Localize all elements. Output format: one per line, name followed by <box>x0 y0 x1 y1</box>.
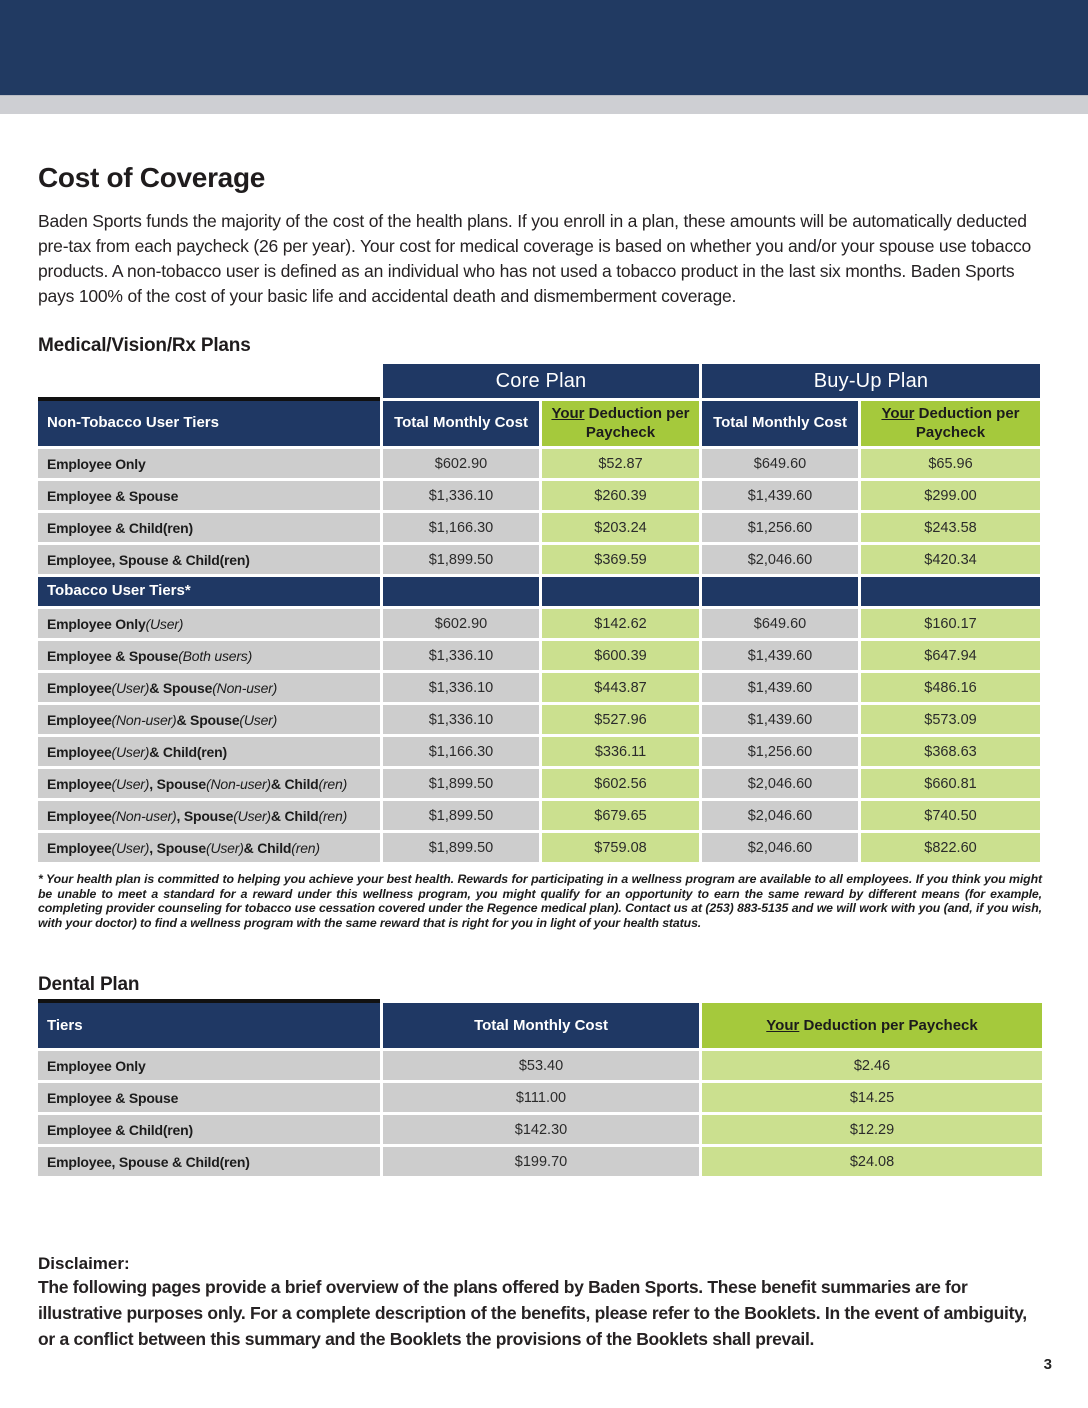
tier-label: , Spouse <box>176 807 234 824</box>
buyup-plan-header: Buy-Up Plan <box>702 364 1040 398</box>
tier-label-italic: (User) <box>145 615 184 632</box>
deduction-cell: $527.96 <box>542 705 699 734</box>
deduction-cell: $160.17 <box>861 609 1040 638</box>
deduction-cell: $336.11 <box>542 737 699 766</box>
deduction-rest-text: Deduction per Paycheck <box>914 404 1020 441</box>
total-cost-cell: $2,046.60 <box>702 833 858 862</box>
banner-stripe <box>0 95 1088 114</box>
deduction-cell: $2.46 <box>702 1051 1042 1080</box>
deduction-cell: $299.00 <box>861 481 1040 510</box>
deduction-cell: $65.96 <box>861 449 1040 478</box>
deduction-cell: $52.87 <box>542 449 699 478</box>
tier-label: & Spouse <box>149 679 213 696</box>
tobacco-section-filler <box>542 577 699 606</box>
deduction-your-underline: Your <box>881 404 915 422</box>
tier-label: Employee <box>47 743 112 760</box>
total-cost-cell: $1,336.10 <box>383 641 539 670</box>
tier-label: , Spouse <box>149 839 206 856</box>
tobacco-section-filler <box>383 577 539 606</box>
intro-paragraph: Baden Sports funds the majority of the cost of the health plans. If you enroll in a plan, these amounts will be automatically deducted pre-tax from each paycheck (26 per year). Your cost for medical coverage is based on whether you and/or your spouse use tobacco products. A non-tobacco user is defined as an individual who has not used a tobacco product in the last six months. Baden Sports pays 100% of the cost of your basic life and accidental death and dismemberment coverage. <box>38 211 1032 306</box>
total-cost-cell: $1,166.30 <box>383 737 539 766</box>
medical-table <box>38 364 1042 862</box>
tier-label-italic: (Non-user) <box>212 679 278 696</box>
tier-cell <box>38 737 380 766</box>
disclaimer-body: The following pages provide a brief overview of the plans offered by Baden Sports. These benefit summaries are for illustrative purposes only. For a complete description of the benefits, please refer to the Booklets. In the event of ambiguity, or a conflict between this summary and the Booklets the provisions of the Booklets shall prevail. <box>38 1277 1027 1350</box>
deduction-cell: $12.29 <box>702 1115 1042 1144</box>
deduction-cell: $369.59 <box>542 545 699 574</box>
tier-label-italic: (User) <box>111 839 150 856</box>
medical-table-corner <box>38 364 380 398</box>
deduction-rest-text: Deduction per Paycheck <box>799 1016 978 1034</box>
tier-label: Employee & Child(ren) <box>47 519 193 536</box>
tier-label: Employee & Child(ren) <box>47 1121 193 1138</box>
tier-cell <box>38 545 380 574</box>
dental-total-cost-header: Total Monthly Cost <box>383 1003 699 1048</box>
deduction-cell: $740.50 <box>861 801 1040 830</box>
total-cost-cell: $1,256.60 <box>702 513 858 542</box>
tier-label-italic: (User) <box>239 711 278 728</box>
total-cost-cell: $1,336.10 <box>383 481 539 510</box>
page-content <box>0 162 1088 1352</box>
deduction-cell: $420.34 <box>861 545 1040 574</box>
tier-cell <box>38 481 380 510</box>
total-cost-cell: $1,336.10 <box>383 673 539 702</box>
tier-label: Employee & Spouse <box>47 487 179 504</box>
tier-label-italic: (User) <box>111 775 150 792</box>
tier-label: Employee & Spouse <box>47 647 179 664</box>
tier-cell <box>38 641 380 670</box>
total-cost-cell: $1,336.10 <box>383 705 539 734</box>
disclaimer-heading: Disclaimer: <box>38 1254 130 1274</box>
tier-label-italic: (ren) <box>318 775 348 792</box>
tier-cell <box>38 1115 380 1144</box>
tier-label: Employee Only <box>47 615 146 632</box>
total-cost-cell: $1,439.60 <box>702 673 858 702</box>
tier-label: Employee <box>47 775 112 792</box>
total-cost-cell: $142.30 <box>383 1115 699 1144</box>
tier-label: & Child <box>270 807 319 824</box>
dental-deduction-header <box>702 1003 1042 1048</box>
dental-table <box>38 1003 1042 1176</box>
deduction-header-text <box>542 405 699 443</box>
tier-cell <box>38 673 380 702</box>
total-cost-cell: $602.90 <box>383 449 539 478</box>
deduction-cell: $573.09 <box>861 705 1040 734</box>
deduction-cell: $243.58 <box>861 513 1040 542</box>
tier-label-italic: (Non-user) <box>111 711 177 728</box>
tier-label: & Child(ren) <box>149 743 227 760</box>
disclaimer-block <box>38 1254 1042 1352</box>
tobacco-section-filler <box>861 577 1040 606</box>
total-cost-cell: $1,899.50 <box>383 833 539 862</box>
tier-label: & Child <box>270 775 319 792</box>
total-cost-cell: $1,256.60 <box>702 737 858 766</box>
tier-label: Employee <box>47 839 112 856</box>
tier-cell <box>38 801 380 830</box>
tier-cell <box>38 609 380 638</box>
tier-cell <box>38 1147 380 1176</box>
tier-label-italic: (Non-user) <box>205 775 271 792</box>
tier-label: & Spouse <box>176 711 240 728</box>
deduction-cell: $368.63 <box>861 737 1040 766</box>
deduction-cell: $822.60 <box>861 833 1040 862</box>
tier-label: Employee, Spouse & Child(ren) <box>47 551 250 568</box>
tier-cell <box>38 449 380 478</box>
total-cost-cell: $1,439.60 <box>702 641 858 670</box>
total-cost-cell: $2,046.60 <box>702 545 858 574</box>
deduction-cell: $660.81 <box>861 769 1040 798</box>
deduction-cell: $24.08 <box>702 1147 1042 1176</box>
total-cost-cell: $1,166.30 <box>383 513 539 542</box>
total-cost-cell: $1,439.60 <box>702 481 858 510</box>
total-cost-cell: $111.00 <box>383 1083 699 1112</box>
dental-section-heading: Dental Plan <box>38 974 140 996</box>
total-cost-cell: $1,899.50 <box>383 801 539 830</box>
tier-label-italic: (ren) <box>318 807 348 824</box>
deduction-header-text <box>861 405 1040 443</box>
deduction-cell: $602.56 <box>542 769 699 798</box>
tier-label-italic: (ren) <box>291 839 320 856</box>
tier-label: Employee <box>47 807 112 824</box>
medical-section-heading: Medical/Vision/Rx Plans <box>38 335 251 356</box>
deduction-cell: $759.08 <box>542 833 699 862</box>
wellness-footnote: * Your health plan is committed to helping you achieve your best health. Rewards for participating in a wellness program are available to all employees. If you think you might be unable to meet a standard for a reward under this wellness program, you might qualify for an opportunity to earn the same reward by different means (for example, completing provider counseling for tobacco use cessation covered under the Regence medical plan). Contact us at (253) 883-5135 and we will work with you (and, if you wish, with your doctor) to find a wellness program with the same reward that is right for you in light of your health status. <box>38 872 1042 930</box>
total-cost-cell: $1,899.50 <box>383 769 539 798</box>
deduction-header-text <box>766 1017 977 1036</box>
deduction-rest-text: Deduction per Paycheck <box>584 404 690 441</box>
deduction-cell: $486.16 <box>861 673 1040 702</box>
tier-label-italic: (Non-user) <box>111 807 177 824</box>
dental-tiers-header: Tiers <box>38 1003 380 1048</box>
core-total-cost-header: Total Monthly Cost <box>383 401 539 446</box>
tier-label-italic: (User) <box>111 743 150 760</box>
deduction-cell: $647.94 <box>861 641 1040 670</box>
tier-label-italic: (User) <box>205 839 244 856</box>
top-banner <box>0 0 1088 95</box>
deduction-cell: $600.39 <box>542 641 699 670</box>
core-plan-header: Core Plan <box>383 364 699 398</box>
page-number: 3 <box>1043 1356 1052 1373</box>
tier-label-italic: (User) <box>233 807 271 824</box>
tobacco-section-filler <box>702 577 858 606</box>
tier-label-italic: (User) <box>111 679 150 696</box>
tier-label: Employee, Spouse & Child(ren) <box>47 1153 250 1170</box>
tier-cell <box>38 769 380 798</box>
tier-label: Employee <box>47 711 112 728</box>
deduction-your-underline: Your <box>551 404 585 422</box>
tier-label: Employee Only <box>47 1057 146 1074</box>
total-cost-cell: $199.70 <box>383 1147 699 1176</box>
buyup-deduction-header <box>861 401 1040 446</box>
page-title: Cost of Coverage <box>38 162 266 193</box>
tier-cell <box>38 513 380 542</box>
tier-label: Employee & Spouse <box>47 1089 179 1106</box>
deduction-cell: $443.87 <box>542 673 699 702</box>
core-deduction-header <box>542 401 699 446</box>
tier-cell <box>38 1051 380 1080</box>
total-cost-cell: $2,046.60 <box>702 769 858 798</box>
total-cost-cell: $2,046.60 <box>702 801 858 830</box>
tier-label-italic: (Both users) <box>178 647 253 664</box>
tier-cell <box>38 833 380 862</box>
non-tobacco-tiers-header: Non-Tobacco User Tiers <box>38 401 380 446</box>
deduction-cell: $142.62 <box>542 609 699 638</box>
total-cost-cell: $1,899.50 <box>383 545 539 574</box>
tier-cell <box>38 705 380 734</box>
tier-cell <box>38 1083 380 1112</box>
tier-label: , Spouse <box>149 775 206 792</box>
total-cost-cell: $649.60 <box>702 449 858 478</box>
tier-label: & Child <box>243 839 292 856</box>
buyup-total-cost-header: Total Monthly Cost <box>702 401 858 446</box>
total-cost-cell: $53.40 <box>383 1051 699 1080</box>
tobacco-section-header: Tobacco User Tiers* <box>38 577 380 606</box>
deduction-your-underline: Your <box>766 1016 800 1034</box>
total-cost-cell: $649.60 <box>702 609 858 638</box>
total-cost-cell: $1,439.60 <box>702 705 858 734</box>
deduction-cell: $14.25 <box>702 1083 1042 1112</box>
deduction-cell: $679.65 <box>542 801 699 830</box>
tier-label: Employee Only <box>47 455 146 472</box>
deduction-cell: $260.39 <box>542 481 699 510</box>
deduction-cell: $203.24 <box>542 513 699 542</box>
tier-label: Employee <box>47 679 112 696</box>
total-cost-cell: $602.90 <box>383 609 539 638</box>
